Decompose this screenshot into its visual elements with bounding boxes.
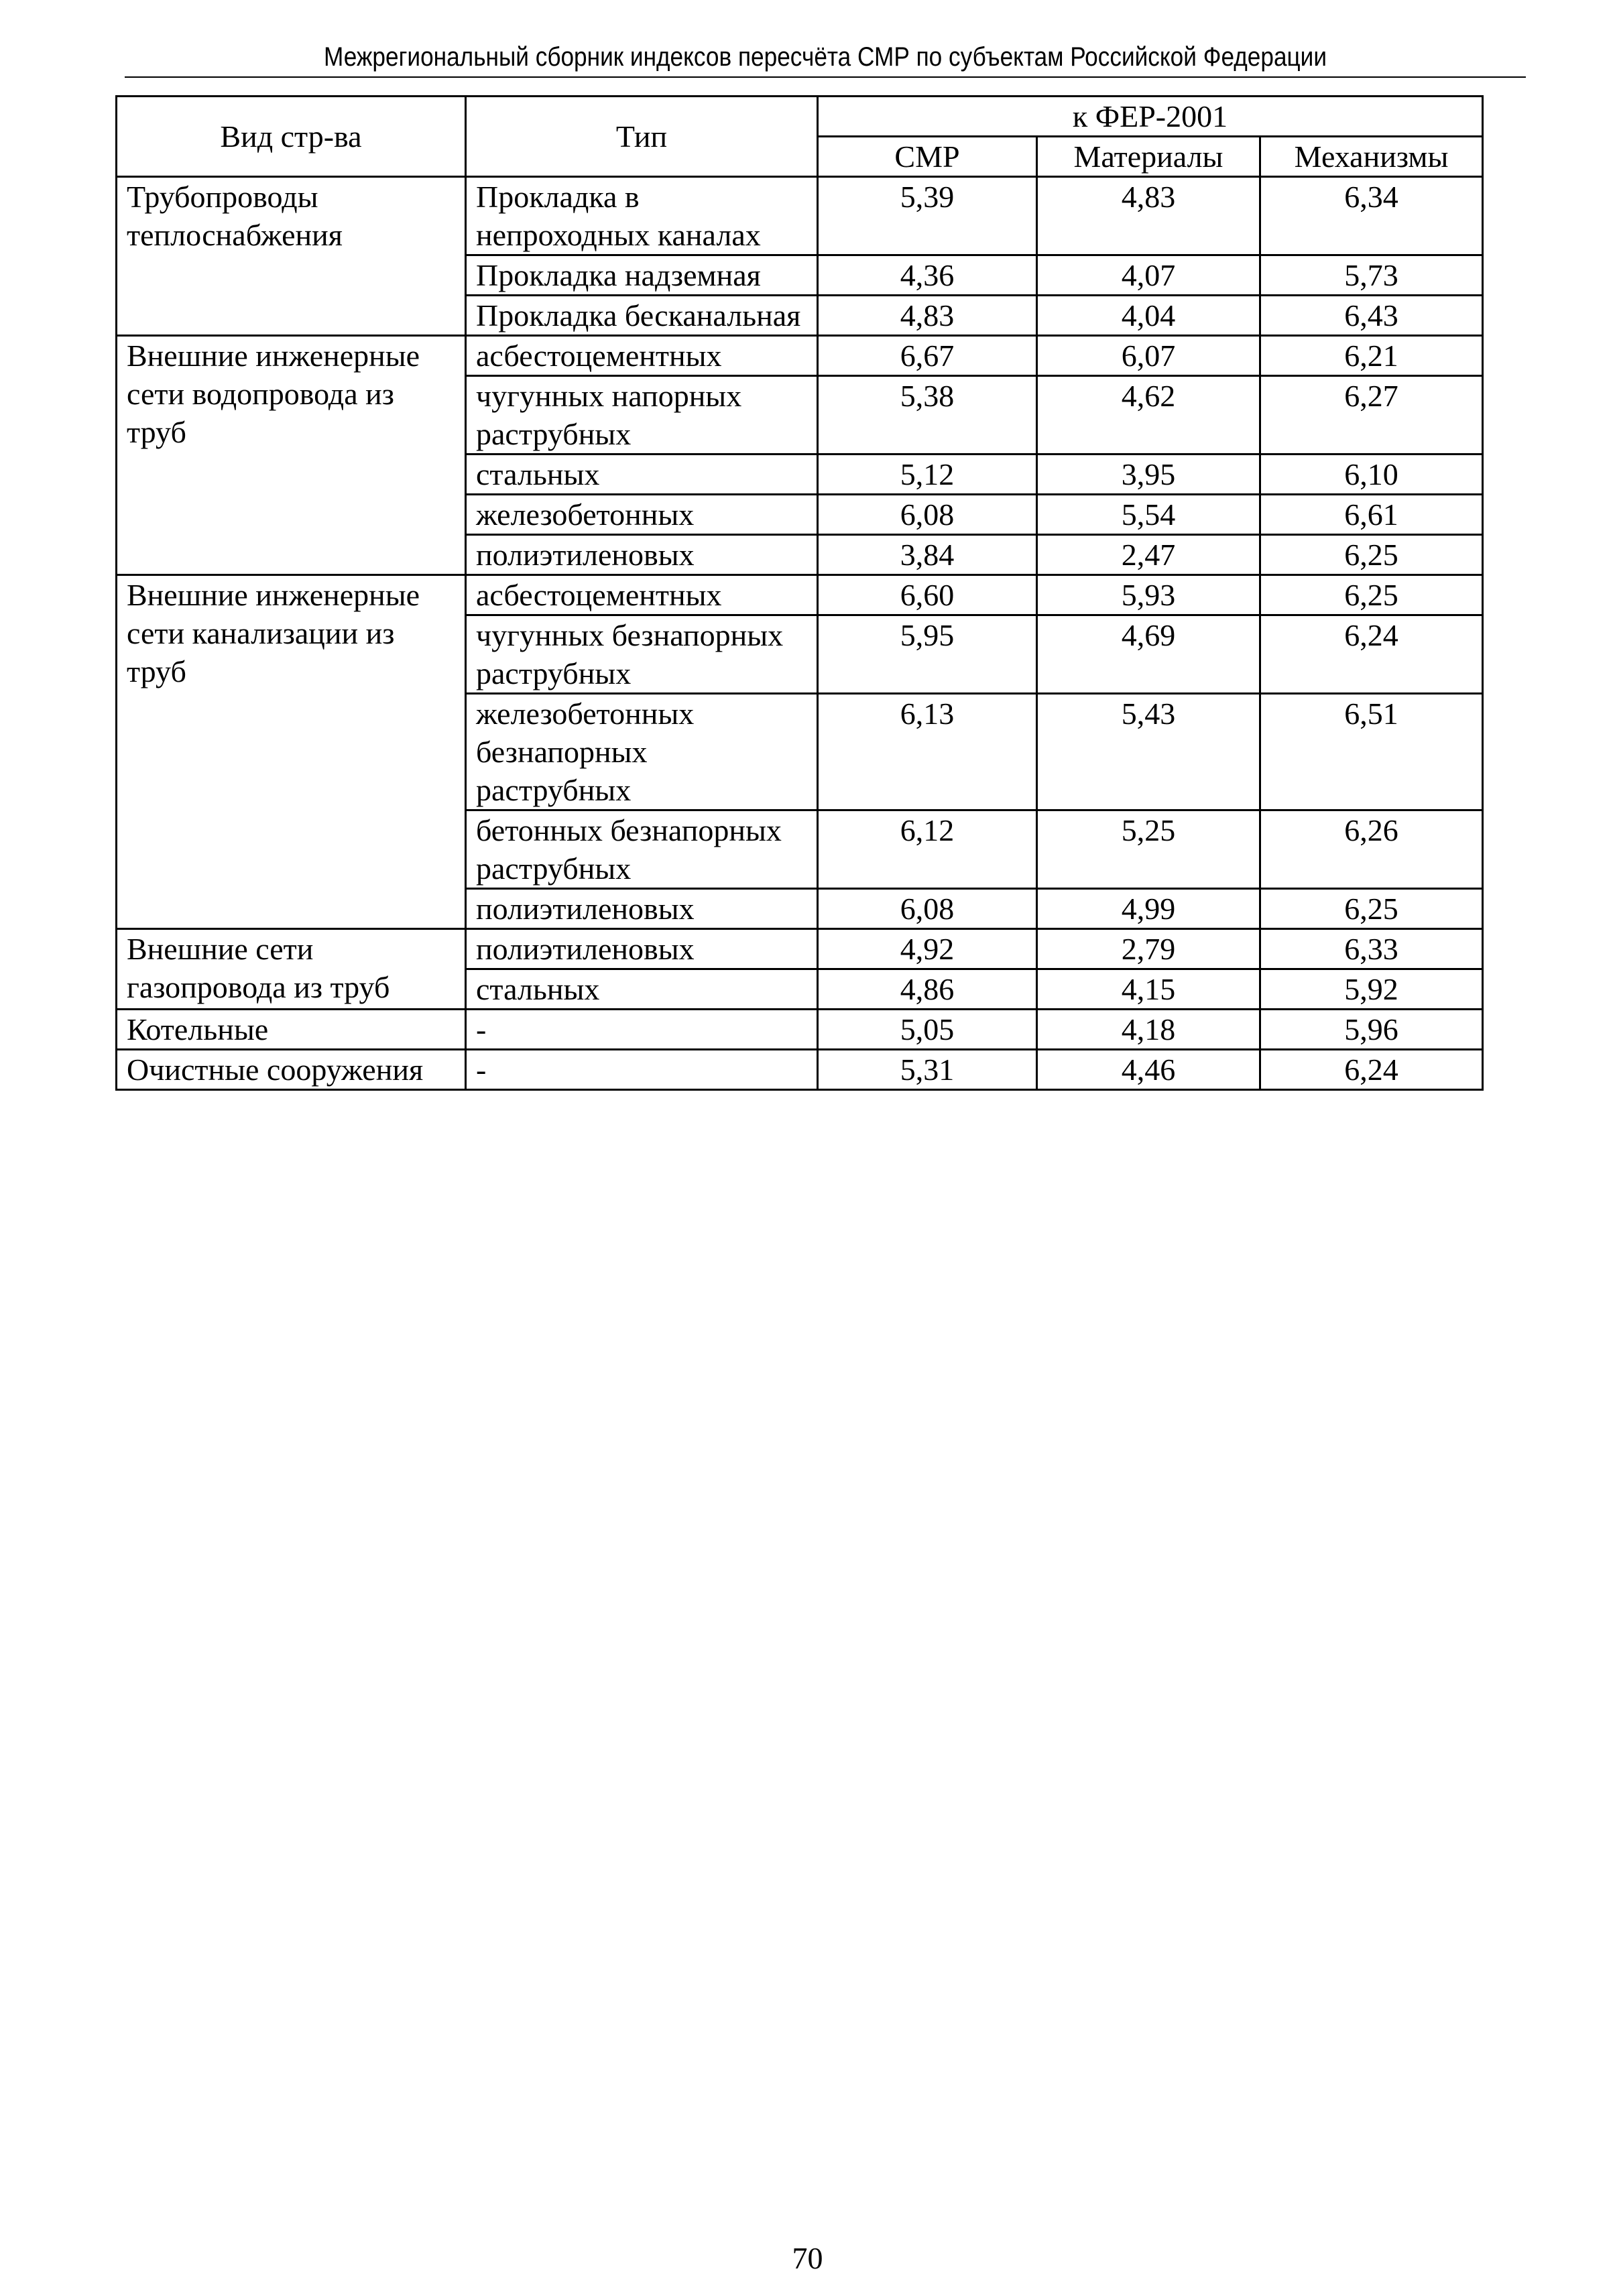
row-type: железобетонных [466,495,818,535]
row-kind: Внешние сети газопровода из труб [117,929,466,1010]
cell-smr: 4,86 [818,969,1037,1010]
row-kind: Трубопроводы теплоснабжения [117,177,466,336]
row-type: - [466,1050,818,1090]
row-type: полиэтиленовых [466,929,818,969]
row-kind: Очистные сооружения [117,1050,466,1090]
cell-materials: 4,04 [1037,296,1260,336]
table-row [117,1010,1483,1050]
cell-mechanisms: 6,24 [1260,1050,1483,1090]
cell-mechanisms: 6,27 [1260,376,1483,455]
cell-materials: 3,95 [1037,455,1260,495]
row-kind: Внешние инженерные сети водопровода из труб [117,336,466,575]
row-type: Прокладка в непроходных каналах [466,177,818,255]
cell-smr: 6,08 [818,495,1037,535]
cell-materials: 4,46 [1037,1050,1260,1090]
row-type: асбестоцементных [466,575,818,615]
cell-mechanisms: 6,61 [1260,495,1483,535]
cell-smr: 6,08 [818,889,1037,929]
header-kind: Вид стр-ва [117,97,466,177]
row-type: стальных [466,455,818,495]
row-type: - [466,1010,818,1050]
cell-mechanisms: 5,73 [1260,255,1483,296]
cell-materials: 4,15 [1037,969,1260,1010]
cell-smr: 4,92 [818,929,1037,969]
cell-materials: 5,93 [1037,575,1260,615]
cell-smr: 5,31 [818,1050,1037,1090]
cell-mechanisms: 6,25 [1260,535,1483,575]
cell-mechanisms: 6,33 [1260,929,1483,969]
header-group-fer: к ФЕР-2001 [818,97,1483,137]
row-kind: Внешние инженерные сети канализации из труб [117,575,466,929]
cell-mechanisms: 6,25 [1260,889,1483,929]
row-type: бетонных безнапорных раструбных [466,810,818,889]
row-type: асбестоцементных [466,336,818,376]
header-smr: СМР [818,137,1037,177]
header-materials: Материалы [1037,137,1260,177]
row-type: чугунных напорных раструбных [466,376,818,455]
cell-mechanisms: 6,10 [1260,455,1483,495]
cell-mechanisms: 5,96 [1260,1010,1483,1050]
cell-mechanisms: 6,24 [1260,615,1483,694]
cell-materials: 4,83 [1037,177,1260,255]
cell-smr: 4,83 [818,296,1037,336]
cell-smr: 6,60 [818,575,1037,615]
cell-mechanisms: 6,25 [1260,575,1483,615]
cell-materials: 4,62 [1037,376,1260,455]
cell-materials: 4,99 [1037,889,1260,929]
table-row [117,575,1483,615]
header-rule [125,76,1526,78]
cell-smr: 6,13 [818,694,1037,810]
row-type: стальных [466,969,818,1010]
row-type: чугунных безнапорных раструбных [466,615,818,694]
page-header: Межрегиональный сборник индексов пересчёта СМР по субъектам Российской Федерации [323,42,1327,72]
row-type: железобетонных безнапорных раструбных [466,694,818,810]
row-type: Прокладка надземная [466,255,818,296]
cell-smr: 5,39 [818,177,1037,255]
cell-smr: 6,12 [818,810,1037,889]
cell-materials: 6,07 [1037,336,1260,376]
header-type: Тип [466,97,818,177]
cell-mechanisms: 6,34 [1260,177,1483,255]
cell-smr: 6,67 [818,336,1037,376]
table-row [117,929,1483,969]
table-row [117,1050,1483,1090]
cell-materials: 5,54 [1037,495,1260,535]
cell-materials: 4,07 [1037,255,1260,296]
cell-materials: 4,18 [1037,1010,1260,1050]
cell-materials: 2,79 [1037,929,1260,969]
cell-smr: 4,36 [818,255,1037,296]
row-type: полиэтиленовых [466,535,818,575]
cell-smr: 5,12 [818,455,1037,495]
cell-mechanisms: 6,51 [1260,694,1483,810]
cell-smr: 5,95 [818,615,1037,694]
cell-smr: 5,38 [818,376,1037,455]
cell-materials: 4,69 [1037,615,1260,694]
cell-mechanisms: 6,43 [1260,296,1483,336]
cell-smr: 5,05 [818,1010,1037,1050]
cell-smr: 3,84 [818,535,1037,575]
index-table [115,95,1484,1091]
table-row [117,336,1483,376]
cell-materials: 2,47 [1037,535,1260,575]
row-type: полиэтиленовых [466,889,818,929]
cell-mechanisms: 6,21 [1260,336,1483,376]
cell-mechanisms: 6,26 [1260,810,1483,889]
header-mechanisms: Механизмы [1260,137,1483,177]
cell-materials: 5,43 [1037,694,1260,810]
row-type: Прокладка бесканальная [466,296,818,336]
cell-materials: 5,25 [1037,810,1260,889]
row-kind: Котельные [117,1010,466,1050]
cell-mechanisms: 5,92 [1260,969,1483,1010]
page-number: 70 [792,2241,823,2275]
table-row [117,177,1483,255]
